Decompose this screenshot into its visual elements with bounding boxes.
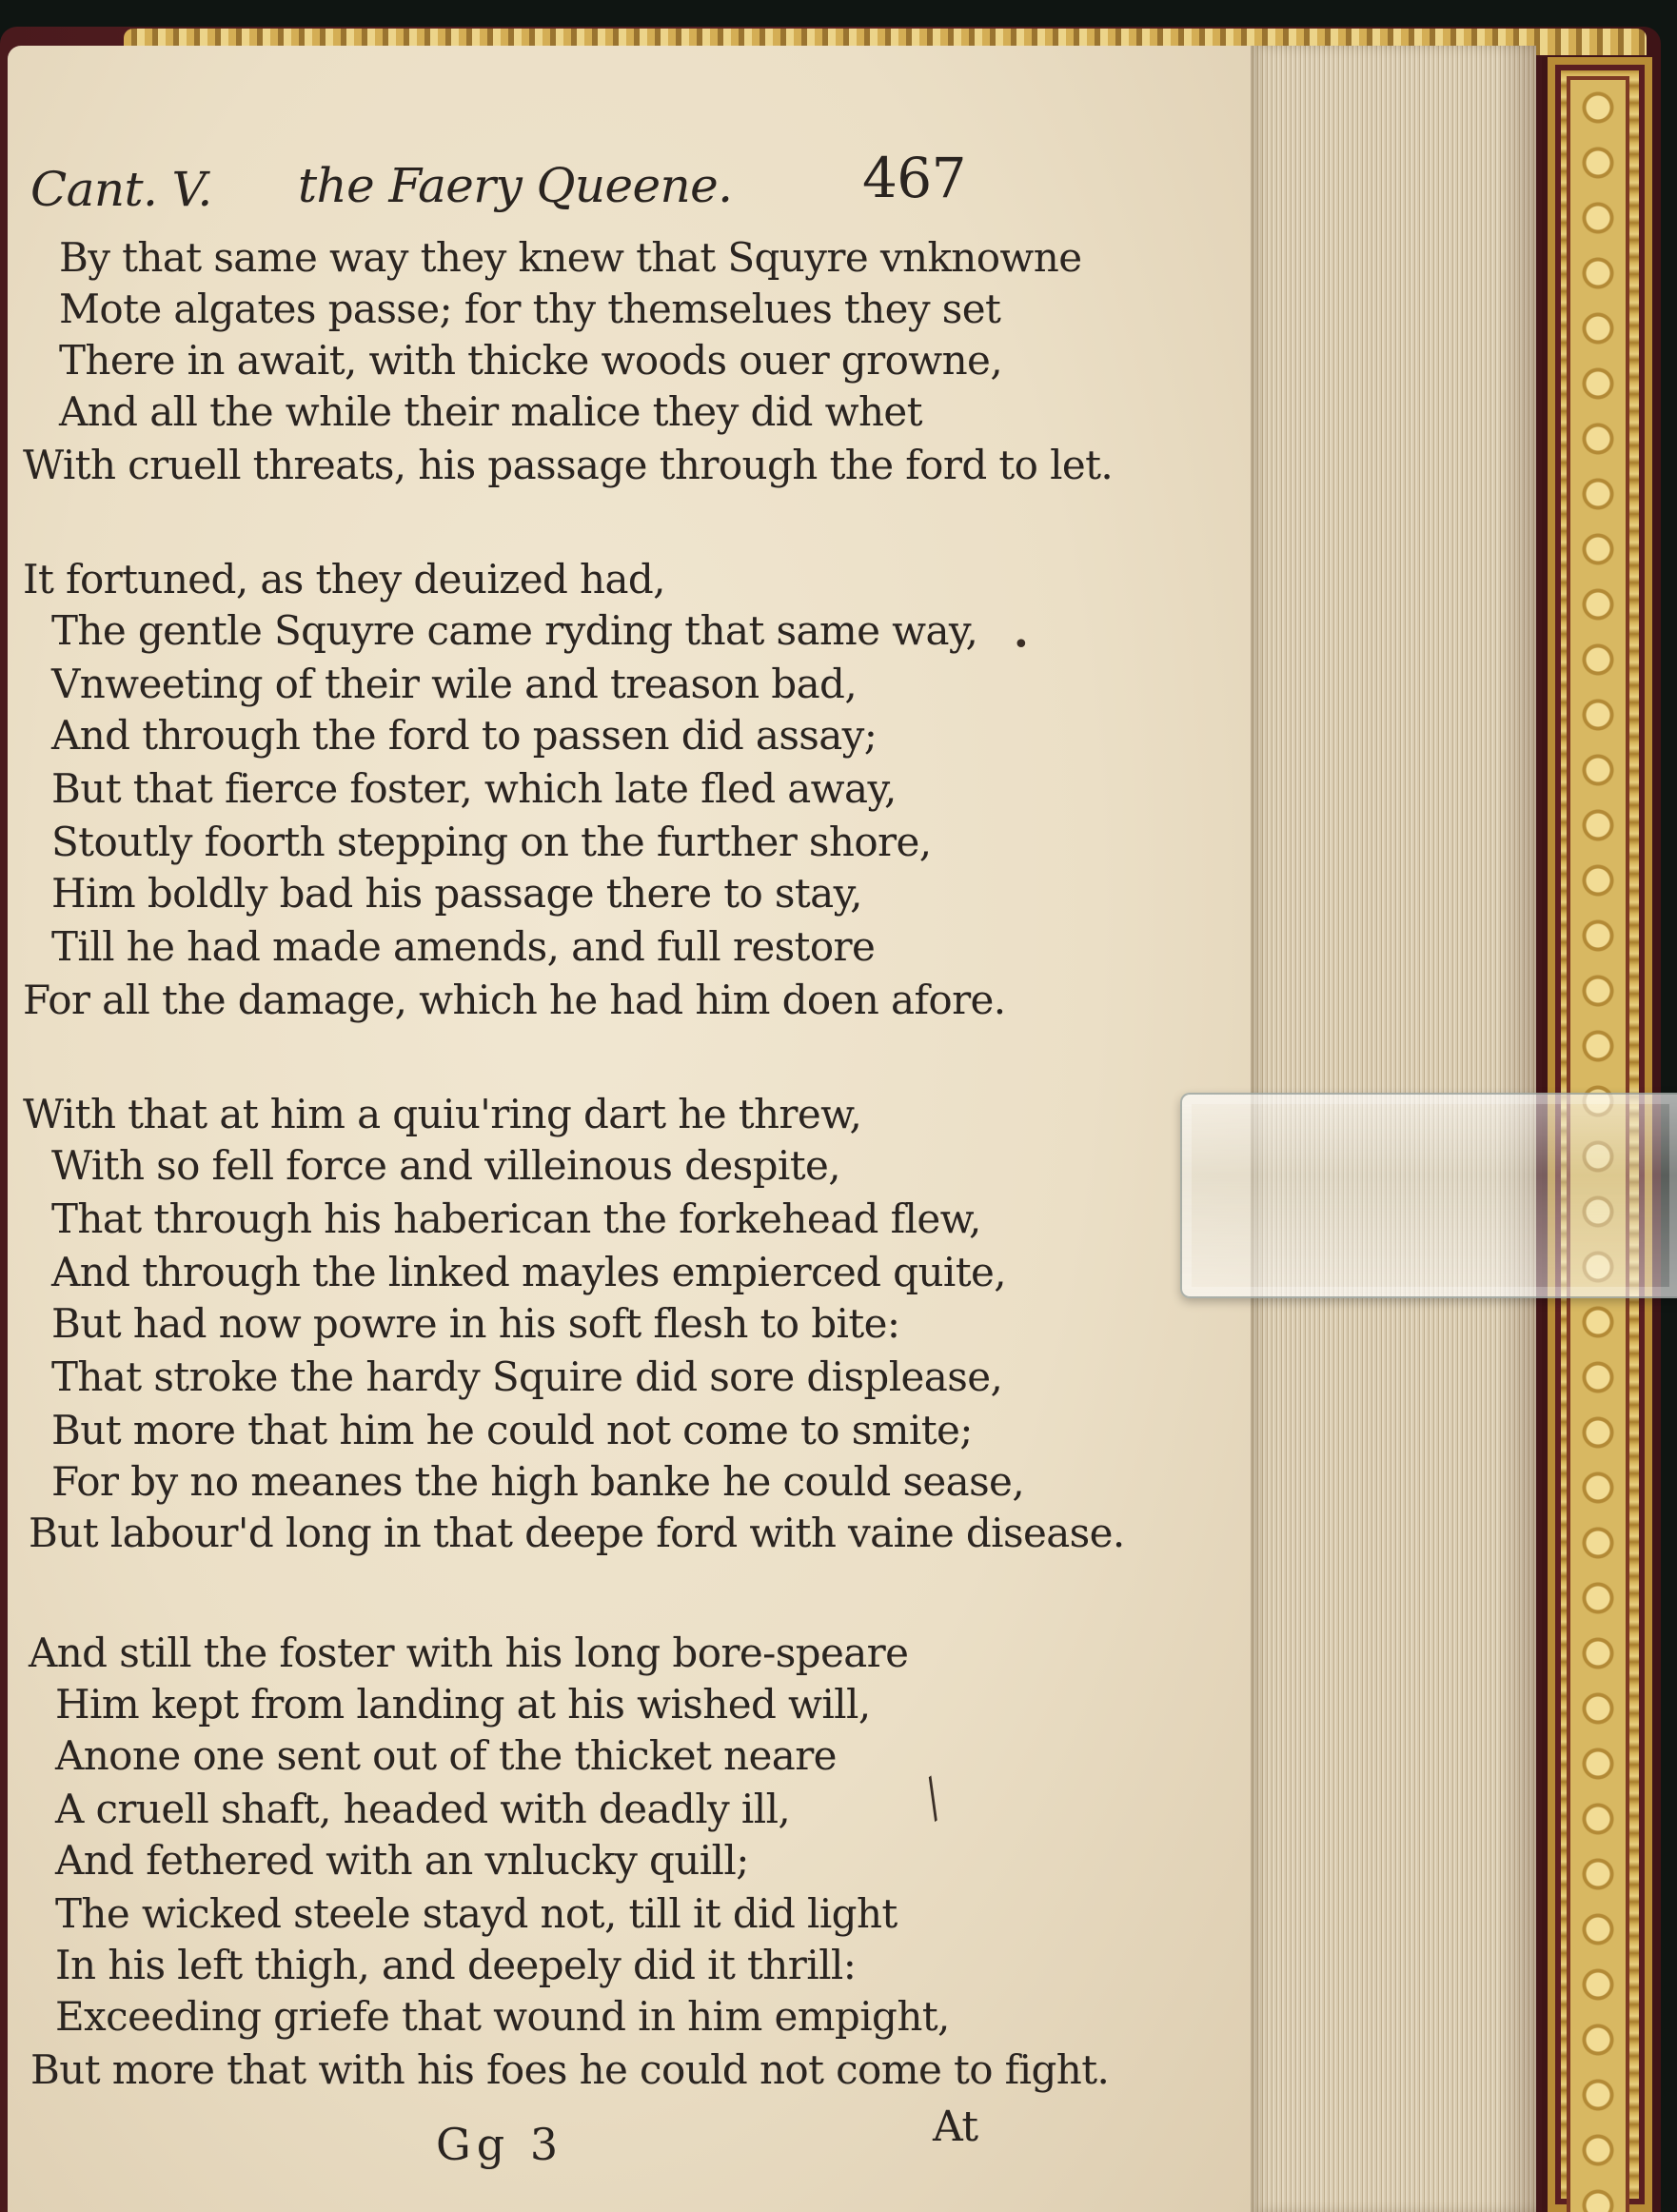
verse-line: Till he had made amends, and full restore xyxy=(51,923,876,970)
verse-line: Vnweeting of their wile and treason bad, xyxy=(51,661,858,707)
verse-line: For by no meanes the high banke he could sease, xyxy=(51,1458,1025,1505)
verse-line: By that same way they knew that Squyre vnknowne xyxy=(59,234,1082,281)
running-head-canto: Cant. V. xyxy=(30,162,212,217)
ink-fleck: • xyxy=(1013,628,1030,662)
verse-line: With cruell threats, his passage through the ford to let. xyxy=(23,442,1114,488)
verse-line: With so fell force and villeinous despite, xyxy=(51,1142,841,1189)
verse-line: And through the ford to passen did assay; xyxy=(51,712,878,759)
verse-line: With that at him a quiu'ring dart he threw, xyxy=(23,1091,862,1137)
verse-line: Mote algates passe; for thy themselues they set xyxy=(59,286,1001,332)
verse-line: And fethered with an vnlucky quill; xyxy=(55,1837,749,1884)
verse-line: Him kept from landing at his wished will, xyxy=(55,1681,871,1728)
verse-line: In his left thigh, and deepely did it thrill: xyxy=(55,1942,857,1988)
verse-line: But had now powre in his soft flesh to bite: xyxy=(51,1300,900,1347)
verse-line: Stoutly foorth stepping on the further shore, xyxy=(51,819,932,865)
verse-line: Exceeding griefe that wound in him empight, xyxy=(55,1993,950,2040)
verse-line: And all the while their malice they did whet xyxy=(59,388,922,435)
verse-line: Anone one sent out of the thicket neare xyxy=(55,1732,837,1779)
catchword: At xyxy=(933,2103,978,2151)
verse-line: But more that with his foes he could not come to fight. xyxy=(30,2046,1110,2093)
printed-page xyxy=(8,46,1251,2212)
verse-line: And still the foster with his long bore-speare xyxy=(29,1629,909,1676)
verse-line: For all the damage, which he had him doen afore. xyxy=(23,977,1006,1023)
verse-line: And through the linked mayles empierced quite, xyxy=(51,1249,1007,1295)
verse-line: But labour'd long in that deepe ford with vaine disease. xyxy=(29,1510,1125,1556)
verse-line: Him boldly bad his passage there to stay, xyxy=(51,870,862,917)
verse-line: But more that him he could not come to smite; xyxy=(51,1407,973,1453)
verse-line: The gentle Squyre came ryding that same way, xyxy=(51,607,978,654)
acrylic-page-weight xyxy=(1180,1093,1677,1298)
verse-line: A cruell shaft, headed with deadly ill, xyxy=(55,1786,791,1832)
verse-line: That stroke the hardy Squire did sore displease, xyxy=(51,1353,1003,1400)
verse-line: There in await, with thicke woods ouer growne, xyxy=(59,337,1003,384)
page-number: 467 xyxy=(862,146,966,210)
running-head-title: the Faery Queene. xyxy=(298,158,733,213)
verse-line: That through his haberican the forkehead flew, xyxy=(51,1195,981,1242)
verse-line: The wicked steele stayd not, till it did light xyxy=(55,1890,898,1937)
signature-mark: Gg 3 xyxy=(436,2119,564,2170)
ink-fleck: ╱ xyxy=(914,1777,954,1822)
verse-line: But that fierce foster, which late fled away, xyxy=(51,765,897,812)
verse-line: It fortuned, as they deuized had, xyxy=(23,556,665,602)
